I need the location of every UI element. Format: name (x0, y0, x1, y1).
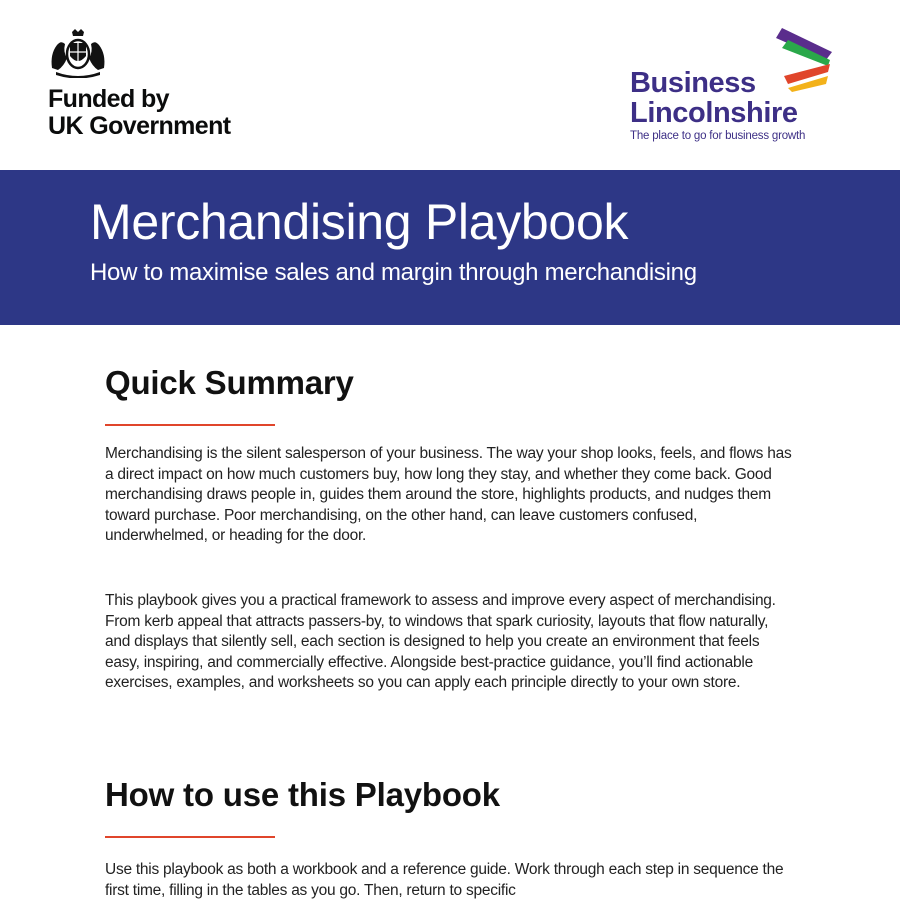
paragraph: Use this playbook as both a workbook and a reference guide. Work through each step in sequence the first time, filling in the tables as you go. Then, return to specific (105, 861, 784, 899)
document-subtitle: How to maximise sales and margin through merchandising (90, 259, 697, 286)
section-heading-how-to-use: How to use this Playbook (105, 776, 500, 813)
logo-word-business: Business (630, 67, 756, 99)
logo-word-lincolnshire: Lincolnshire (630, 97, 798, 129)
heading-underline (105, 424, 275, 426)
funded-by-uk-government (48, 86, 231, 140)
business-lincolnshire-logo (628, 26, 848, 148)
paragraph: This playbook gives you a practical framework to assess and improve every aspect of merchandising. From kerb appeal that attracts passers-by, to windows that spark curiosity, layouts that flow naturally, and displays that silently sell, each section is designed to help you create an environment that feels easy, inspiring, and commercially effective. Alongside best-practice guidance, you’ll find actionable exercises, examples, and worksheets so you can apply each principle directly to your own store. (105, 592, 776, 691)
title-banner (0, 170, 900, 325)
logo-tagline: The place to go for business growth (630, 130, 806, 142)
royal-coat-of-arms-icon (48, 28, 108, 78)
page-header (0, 0, 900, 170)
section-heading-quick-summary: Quick Summary (105, 364, 354, 401)
document-title: Merchandising Playbook (90, 194, 629, 250)
chevron-stripes-icon (774, 26, 834, 92)
funded-line-2: UK Government (48, 112, 231, 140)
paragraph: Merchandising is the silent salesperson of your business. The way your shop looks, feels, and flows has a direct impact on how much customers buy, how long they stay, and whether they come back. Good merchandising draws people in, guides them around the store, highlights products, and nudges them toward purchase. Poor merchandising, on the other hand, can leave customers confused, underwhelmed, or heading for the door. (105, 445, 792, 544)
funded-line-1: Funded by (48, 85, 169, 113)
heading-underline (105, 836, 275, 838)
